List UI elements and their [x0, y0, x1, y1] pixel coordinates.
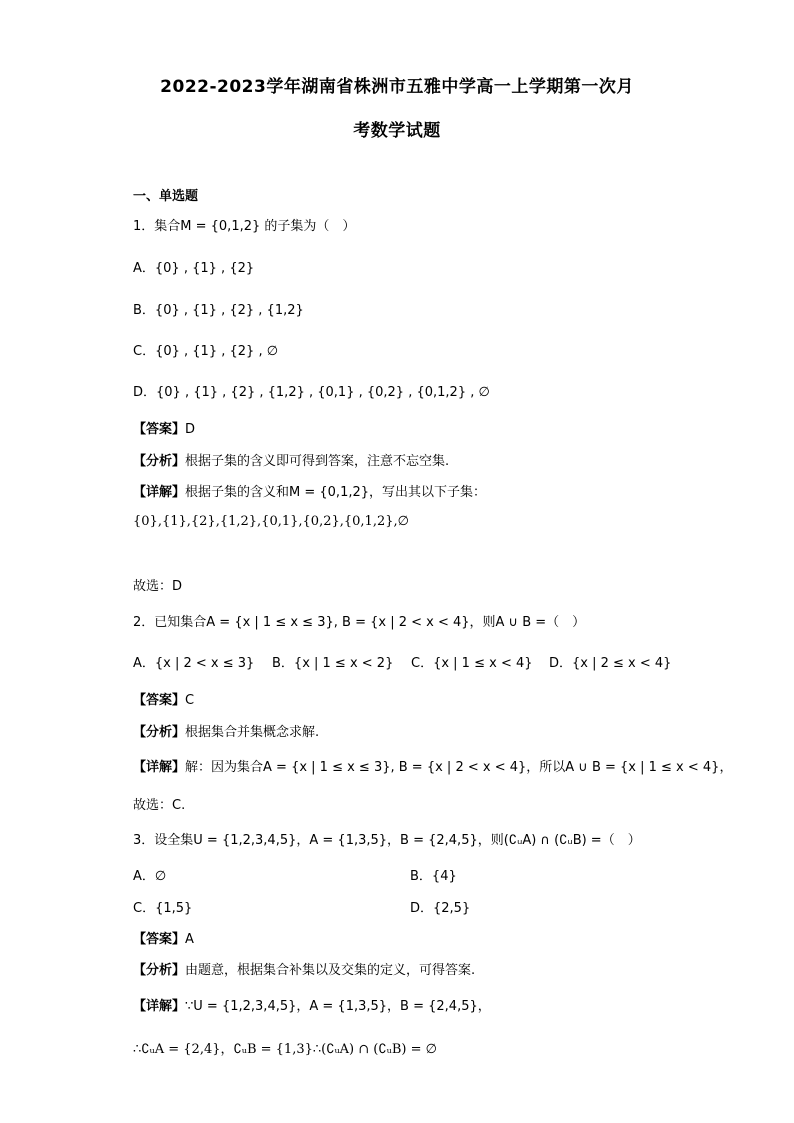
- detail-tag: 【详解】: [133, 485, 186, 500]
- answer-tag: 【答案】: [133, 932, 186, 947]
- section-heading: 一、单选题: [133, 189, 199, 204]
- q3-answer: A: [185, 932, 194, 947]
- q3-option-c: C．{1,5}: [133, 901, 193, 916]
- q3-stem: 3．设全集U = {1,2,3,4,5}，A = {1,3,5}，B = {2,4,5}，则(∁ᵤA) ∩ (∁ᵤB) =（ ）: [133, 833, 641, 848]
- q3-detail: ∵U = {1,2,3,4,5}，A = {1,3,5}，B = {2,4,5}，: [185, 999, 491, 1014]
- q1-option-b: B．{0} , {1} , {2} , {1,2}: [133, 303, 304, 318]
- q2-analysis: 根据集合并集概念求解.: [185, 725, 320, 740]
- q3-detail-line2: ∴∁ᵤA = {2,4}，∁ᵤB = {1,3}∴(∁ᵤA) ∩ (∁ᵤB) = ∅: [133, 1042, 437, 1057]
- analysis-tag: 【分析】: [133, 454, 186, 469]
- q1-detail-math: {0},{1},{2},{1,2},{0,1},{0,2},{0,1,2},∅: [133, 514, 409, 529]
- q2-option-c: C．{x | 1 ≤ x < 4}: [411, 656, 533, 671]
- q2-option-d: D．{x | 2 ≤ x < 4}: [549, 656, 672, 671]
- q2-conclusion: 故选：C.: [133, 798, 186, 813]
- q3-analysis-row: [133, 962, 475, 980]
- q1-option-c: C．{0} , {1} , {2} , ∅: [133, 344, 279, 359]
- q1-conclusion: 故选：D: [133, 579, 183, 594]
- q2-option-b: B．{x | 1 ≤ x < 2}: [272, 656, 394, 671]
- q1-answer: D: [185, 422, 196, 437]
- q2-answer-row: [133, 692, 194, 710]
- q3-option-a: A．∅: [133, 869, 167, 884]
- answer-tag: 【答案】: [133, 422, 186, 437]
- q1-detail: 根据子集的含义和M = {0,1,2}，写出其以下子集：: [185, 485, 487, 500]
- q2-detail: 解：因为集合A = {x | 1 ≤ x ≤ 3}, B = {x | 2 < x < 4}，所以A ∪ B = {x | 1 ≤ x < 4}，: [185, 760, 733, 775]
- q2-analysis-row: [133, 724, 319, 742]
- q2-stem: 2．已知集合A = {x | 1 ≤ x ≤ 3}, B = {x | 2 < x < 4}，则A ∪ B =（ ）: [133, 615, 586, 630]
- q1-stem: 1．集合M = {0,1,2} 的子集为（ ）: [133, 219, 356, 234]
- q1-analysis: 根据子集的含义即可得到答案，注意不忘空集.: [185, 454, 450, 469]
- q3-option-b: B．{4}: [410, 869, 457, 884]
- q3-answer-row: [133, 931, 194, 949]
- detail-tag: 【详解】: [133, 999, 186, 1014]
- answer-tag: 【答案】: [133, 693, 186, 708]
- q2-detail-row: [133, 759, 732, 777]
- q2-option-a: A．{x | 2 < x ≤ 3}: [133, 656, 255, 671]
- q1-answer-row: [133, 421, 195, 439]
- document-title-line2: 考数学试题: [353, 121, 441, 141]
- q3-analysis: 由题意，根据集合补集以及交集的定义，可得答案.: [185, 963, 476, 978]
- q3-detail-row: [133, 998, 491, 1016]
- q1-detail-row: [133, 484, 486, 502]
- analysis-tag: 【分析】: [133, 725, 186, 740]
- q1-option-a: A．{0} , {1} , {2}: [133, 261, 255, 276]
- q3-option-d: D．{2,5}: [410, 901, 471, 916]
- analysis-tag: 【分析】: [133, 963, 186, 978]
- q2-answer: C: [185, 693, 195, 708]
- detail-tag: 【详解】: [133, 760, 186, 775]
- q1-option-d: D．{0} , {1} , {2} , {1,2} , {0,1} , {0,2} , {0,1,2} , ∅: [133, 385, 490, 400]
- document-title-line1: 2022-2023学年湖南省株洲市五雅中学高一上学期第一次月: [160, 77, 634, 97]
- q1-analysis-row: [133, 453, 449, 471]
